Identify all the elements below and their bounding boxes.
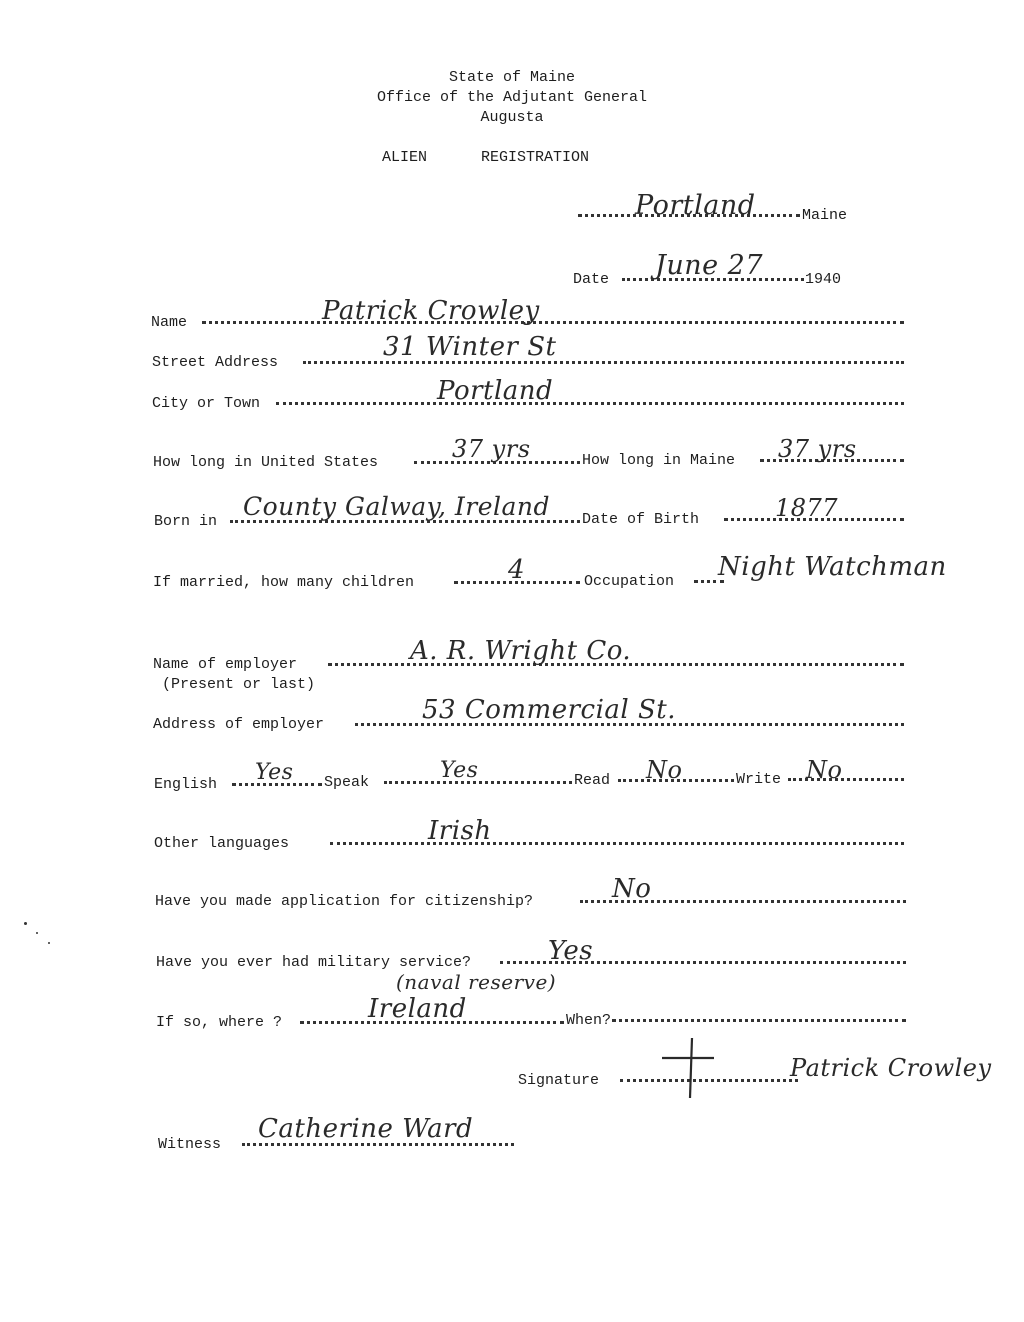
dob-label: Date of Birth (582, 511, 700, 528)
date-year: 1940 (805, 271, 842, 288)
header-city: Augusta (480, 109, 544, 126)
how-long-maine-value: 37 yrs (778, 435, 857, 463)
born-in-value: County Galway, Ireland (243, 492, 550, 521)
employer-sublabel: (Present or last) (162, 676, 316, 693)
children-label: If married, how many children (153, 574, 415, 591)
citizenship-label: Have you made application for citizenship? (155, 893, 534, 910)
place-suffix: Maine (802, 207, 848, 224)
signature-value: Patrick Crowley (790, 1054, 992, 1082)
employer-value: A. R. Wright Co. (410, 636, 632, 666)
signature-mark-cross (658, 1032, 718, 1102)
english-label: English (154, 776, 218, 793)
how-long-maine-label: How long in Maine (582, 452, 736, 469)
when-label: When? (566, 1012, 612, 1029)
military-label: Have you ever had military service? (156, 954, 472, 971)
name-value: Patrick Crowley (322, 296, 540, 326)
military-note: (naval reserve) (396, 970, 557, 994)
scan-speck (48, 942, 50, 944)
other-languages-value: Irish (428, 816, 492, 846)
citizenship-value: No (612, 874, 652, 904)
other-languages-dots (330, 842, 904, 845)
form-title-alien: ALIEN (382, 149, 428, 166)
signature-label: Signature (518, 1072, 600, 1089)
place-value: Portland (635, 190, 756, 221)
children-value: 4 (508, 555, 526, 585)
occupation-value: Night Watchman (718, 552, 947, 582)
occupation-label: Occupation (584, 573, 675, 590)
english-value: Yes (255, 760, 294, 785)
header-office: Office of the Adjutant General (376, 89, 648, 106)
name-dots (202, 321, 904, 324)
born-in-label: Born in (154, 513, 218, 530)
city-value: Portland (437, 376, 554, 406)
scan-speck (24, 922, 27, 925)
write-value: No (806, 756, 843, 784)
header-state: State of Maine (448, 69, 576, 86)
how-long-us-value: 37 yrs (452, 435, 531, 463)
where-label: If so, where ? (156, 1014, 283, 1031)
city-dots (276, 402, 904, 405)
employer-label: Name of employer (153, 656, 298, 673)
military-value: Yes (548, 936, 594, 966)
other-languages-label: Other languages (154, 835, 290, 852)
speak-label: Speak (324, 774, 370, 791)
street-value: 31 Winter St (383, 332, 557, 362)
name-label: Name (151, 314, 188, 331)
city-label: City or Town (152, 395, 261, 412)
how-long-us-label: How long in United States (153, 454, 379, 471)
scan-speck (36, 932, 38, 934)
date-value: June 27 (655, 250, 764, 281)
witness-label: Witness (158, 1136, 222, 1153)
form-title-registration: REGISTRATION (481, 149, 590, 166)
street-label: Street Address (152, 354, 279, 371)
write-label: Write (736, 771, 782, 788)
date-label: Date (573, 271, 610, 288)
employer-address-label: Address of employer (153, 716, 325, 733)
speak-value: Yes (440, 758, 479, 783)
witness-value: Catherine Ward (258, 1114, 474, 1144)
where-value: Ireland (368, 994, 467, 1024)
employer-address-value: 53 Commercial St. (422, 695, 677, 725)
dob-value: 1877 (775, 494, 839, 522)
when-dots (612, 1019, 906, 1022)
read-value: No (646, 756, 683, 784)
read-label: Read (574, 772, 611, 789)
